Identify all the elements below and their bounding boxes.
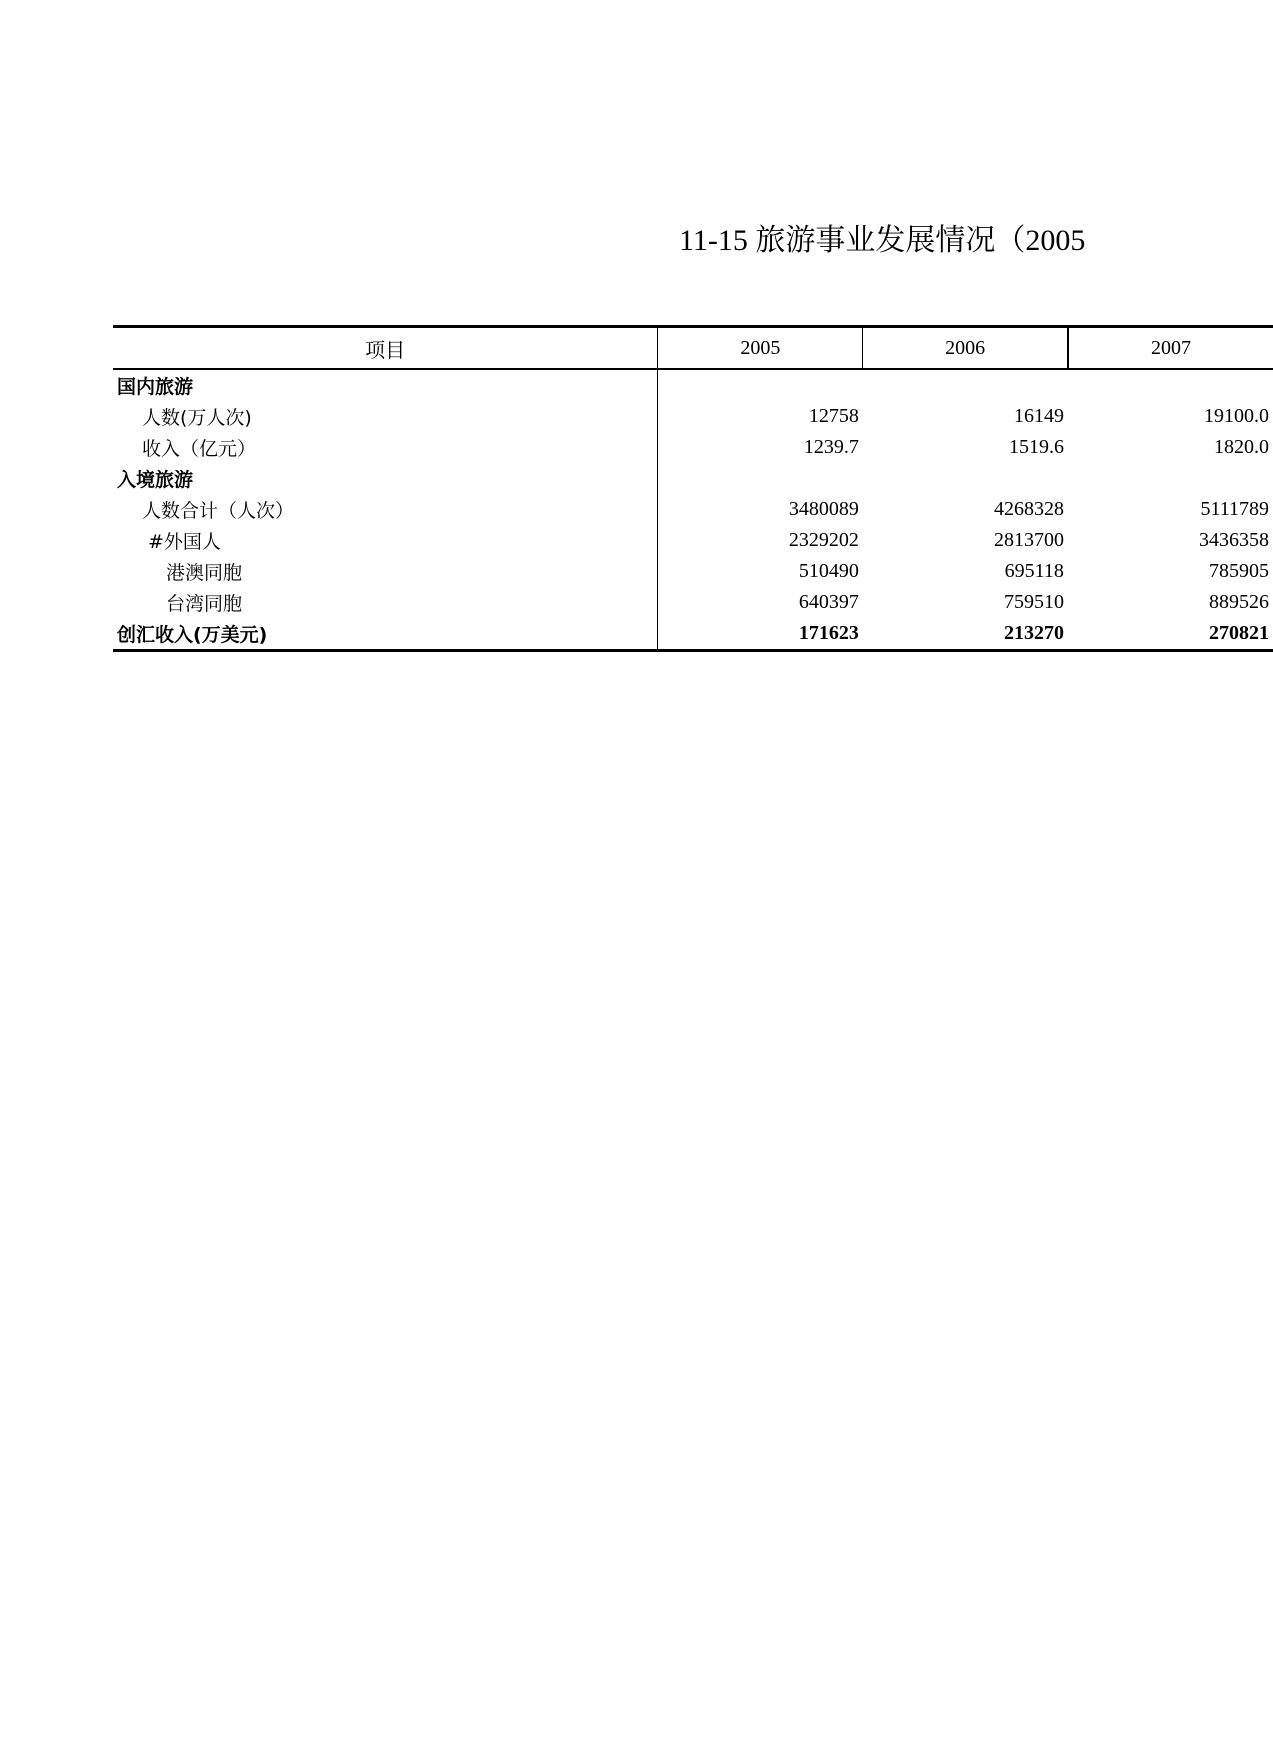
table-row <box>113 401 1273 432</box>
table-row <box>113 525 1273 556</box>
row-label: 人数合计（人次） <box>113 494 658 525</box>
header-row <box>113 327 1273 370</box>
cell: 695118 <box>1004 560 1064 582</box>
row-label: 港澳同胞 <box>113 556 658 587</box>
cell <box>658 463 863 494</box>
row-label: 入境旅游 <box>113 463 658 494</box>
cell: 12758 <box>808 405 859 427</box>
cell <box>1068 463 1273 494</box>
cell <box>863 369 1068 401</box>
cell: 5111789 <box>1200 498 1269 520</box>
table-title: 11-15 旅游事业发展情况（2005 <box>679 224 1086 257</box>
data-table-container <box>113 325 1269 653</box>
row-label: 创汇收入(万美元) <box>113 618 658 651</box>
header-year-2006: 2006 <box>863 327 1068 370</box>
cell: 785905 <box>1209 560 1269 582</box>
table-row <box>113 587 1273 618</box>
cell: 270821 <box>1068 618 1273 651</box>
cell: 510490 <box>798 560 859 582</box>
cell: 16149 <box>1013 405 1064 427</box>
cell: 759510 <box>1003 591 1064 613</box>
table-row <box>113 494 1273 525</box>
cell: 19100.0 <box>1204 405 1269 427</box>
row-label: #外国人 <box>113 525 658 556</box>
cell: 2329202 <box>788 529 859 551</box>
table-row <box>113 556 1273 587</box>
header-year-2005: 2005 <box>658 327 863 370</box>
row-label: 人数(万人次) <box>113 401 658 432</box>
cell: 3480089 <box>788 498 859 520</box>
table-row <box>113 618 1273 651</box>
row-label: 台湾同胞 <box>113 587 658 618</box>
cell: 213270 <box>863 618 1068 651</box>
cell: 3436358 <box>1199 529 1269 551</box>
table-row <box>113 432 1273 463</box>
cell: 1239.7 <box>803 436 859 458</box>
cell: 2813700 <box>993 529 1064 551</box>
table-row <box>113 463 1273 494</box>
cell <box>863 463 1068 494</box>
cell: 171623 <box>658 618 863 651</box>
cell <box>658 369 863 401</box>
header-item: 项目 <box>113 327 658 370</box>
cell: 4268328 <box>993 498 1064 520</box>
header-year-2007: 2007 <box>1068 327 1273 370</box>
cell: 640397 <box>798 591 859 613</box>
cell: 1820.0 <box>1214 436 1269 458</box>
cell <box>1068 369 1273 401</box>
row-label: 收入（亿元） <box>113 432 658 463</box>
table-row <box>113 369 1273 401</box>
cell: 1519.6 <box>1008 436 1064 458</box>
row-label: 国内旅游 <box>113 369 658 401</box>
cell: 889526 <box>1209 591 1269 613</box>
tourism-table <box>113 325 1273 652</box>
